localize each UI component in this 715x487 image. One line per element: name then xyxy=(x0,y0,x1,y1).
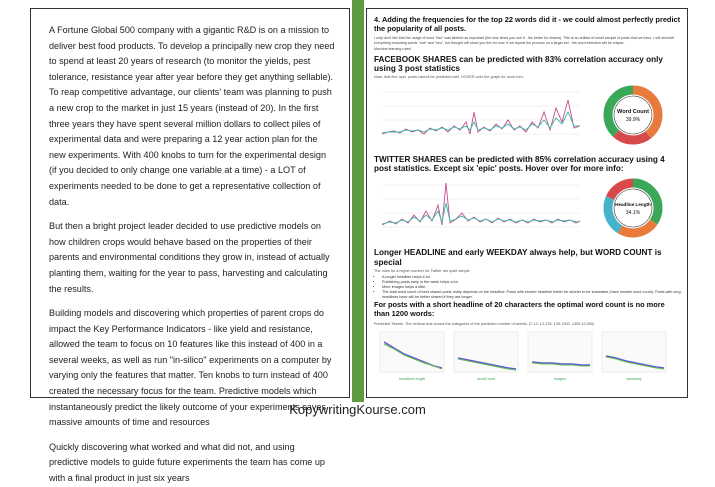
mini-chart-images xyxy=(528,332,592,381)
rules-list-item: • A longer headline helps a lot. xyxy=(382,275,681,280)
mini-axis-label: images xyxy=(553,377,567,382)
twitter-series-predicted xyxy=(382,203,580,224)
rules-list xyxy=(382,275,681,299)
facebook-donut-value: 39.9% xyxy=(625,116,641,123)
rules-list-item: • Publishing posts early in the week helps a lot. xyxy=(382,280,681,285)
left-paragraph-4: Quickly discovering what worked and what did not, and using predictive models to guide future experiments the team has come up with a final product in just six years xyxy=(49,441,325,484)
twitter-donut-value: 34.1% xyxy=(625,210,641,217)
right-intro: I only don't like that the usage of word "two" was labeled as important (the less times you use it - the better for shares). This is an artifact of small sample of posts that we have. I will remodel everything excluding words "one" and "two", but thought will show you this for now. If we repeat the process on a larger set - the word selection will be crisper. xyxy=(374,36,675,45)
left-paragraph-3: Building models and discovering which properties of parent crops do impact the Key Performance Indicators - like yield and resistance, allowed the team to focus on 10 features like this instead of 400 in a several weeks, as well as run "in-silico" experiments on a computer by varying only the features that matter. Ten knobs to turn instead of 400 created the necessary focus for the team. Predictive models which instantaneously predict the likely outcome of your experiments saves massive amounts of time and resources xyxy=(49,308,332,428)
twitter-chart-row xyxy=(374,175,681,245)
mini-chart-headline-length xyxy=(380,332,444,381)
facebook-donut-chart[interactable] xyxy=(600,82,666,148)
green-divider xyxy=(352,0,364,402)
right-heading: 4. Adding the frequencies for the top 22 words did it - we could almost perfectly predict the popularity of all posts. xyxy=(374,15,681,33)
headline-title: Longer HEADLINE and early WEEKDAY always help, but WORD COUNT is special xyxy=(374,248,662,267)
rules-list-item: • The total word count of best shared posts really depends on the headline: Posts with shorter headline better be shorter to be shareable (have smaller word count). Posts with long headlines have will be better shared if they are longer. xyxy=(382,290,681,300)
facebook-note: Note, that five 'epic' posts cannot be predicted well. HOVER over the graph for more info: xyxy=(374,75,524,80)
short-headline-note: Predicted Tweets. The vertical axis shows the categories of the predicted number of tweets. (7-13, 13-135, 135-1300, 1300-10,000) xyxy=(374,321,595,326)
facebook-donut-label: Word Count xyxy=(617,108,649,115)
mini-axis-label: weekday xyxy=(626,377,642,382)
facebook-line-chart[interactable] xyxy=(374,82,584,148)
twitter-line-chart[interactable] xyxy=(374,175,584,241)
mini-chart-word-count xyxy=(454,332,518,381)
mini-chart-weekday xyxy=(602,332,666,381)
left-paragraph-2: But then a bright project leader decided to use predictive models on how children crops would behave based on the properties of their parents and environmental conditions they grow in, instead of actually planting them, waiting for the year to pass, harvesting and calculating the results. xyxy=(49,221,330,294)
twitter-donut-label: Headline Length xyxy=(615,202,651,208)
mini-axis-label: headlineLength xyxy=(399,377,425,382)
right-document-page xyxy=(366,8,688,398)
right-intro-tail: Machine learning rules! xyxy=(374,47,412,52)
left-paragraph-1: A Fortune Global 500 company with a gigantic R&D is on a mission to deliver best food products. To develop a principally new crop they need to spend at least 20 years of research (to monitor the yields, pest tolerance, resistance year after year before they get anything sellable). To reap competitive advantage, our clients' team was planning to push a new crop to the market in just 15 years (instead of 20). In the first three years they have spent several million dollars to collect piles of experimental data and were preparing a 12 year action plan for the new experiments. With 400 knobs to turn for the experimental design (if you decided to only change one variable at a time) - a LOT of experiments needed to be done to get a representative collection of data. xyxy=(49,25,335,207)
mini-axis-label: wordCount xyxy=(476,377,496,382)
facebook-title: FACEBOOK SHARES can be predicted with 83% correlation accuracy only using 3 post statistics xyxy=(374,54,663,74)
left-document-page xyxy=(30,8,350,484)
feature-mini-charts[interactable] xyxy=(374,328,682,388)
rules-list-item: • More images helps a little. xyxy=(382,285,681,290)
twitter-donut-chart[interactable] xyxy=(600,175,666,241)
footer-brand: KopywritingKourse.com xyxy=(289,402,426,417)
rules-intro: The rules for a higher number for Twitter are quite simple: xyxy=(374,268,471,273)
facebook-chart-row xyxy=(374,82,681,152)
short-headline-title: For posts with a short headline of 20 characters the optimal word count is no more than 1200 words: xyxy=(374,300,665,318)
twitter-title: TWITTER SHARES can be predicted with 85% correlation accuracy using 4 post statistics. Except six 'epic' posts. Hover over for more info: xyxy=(374,154,665,174)
